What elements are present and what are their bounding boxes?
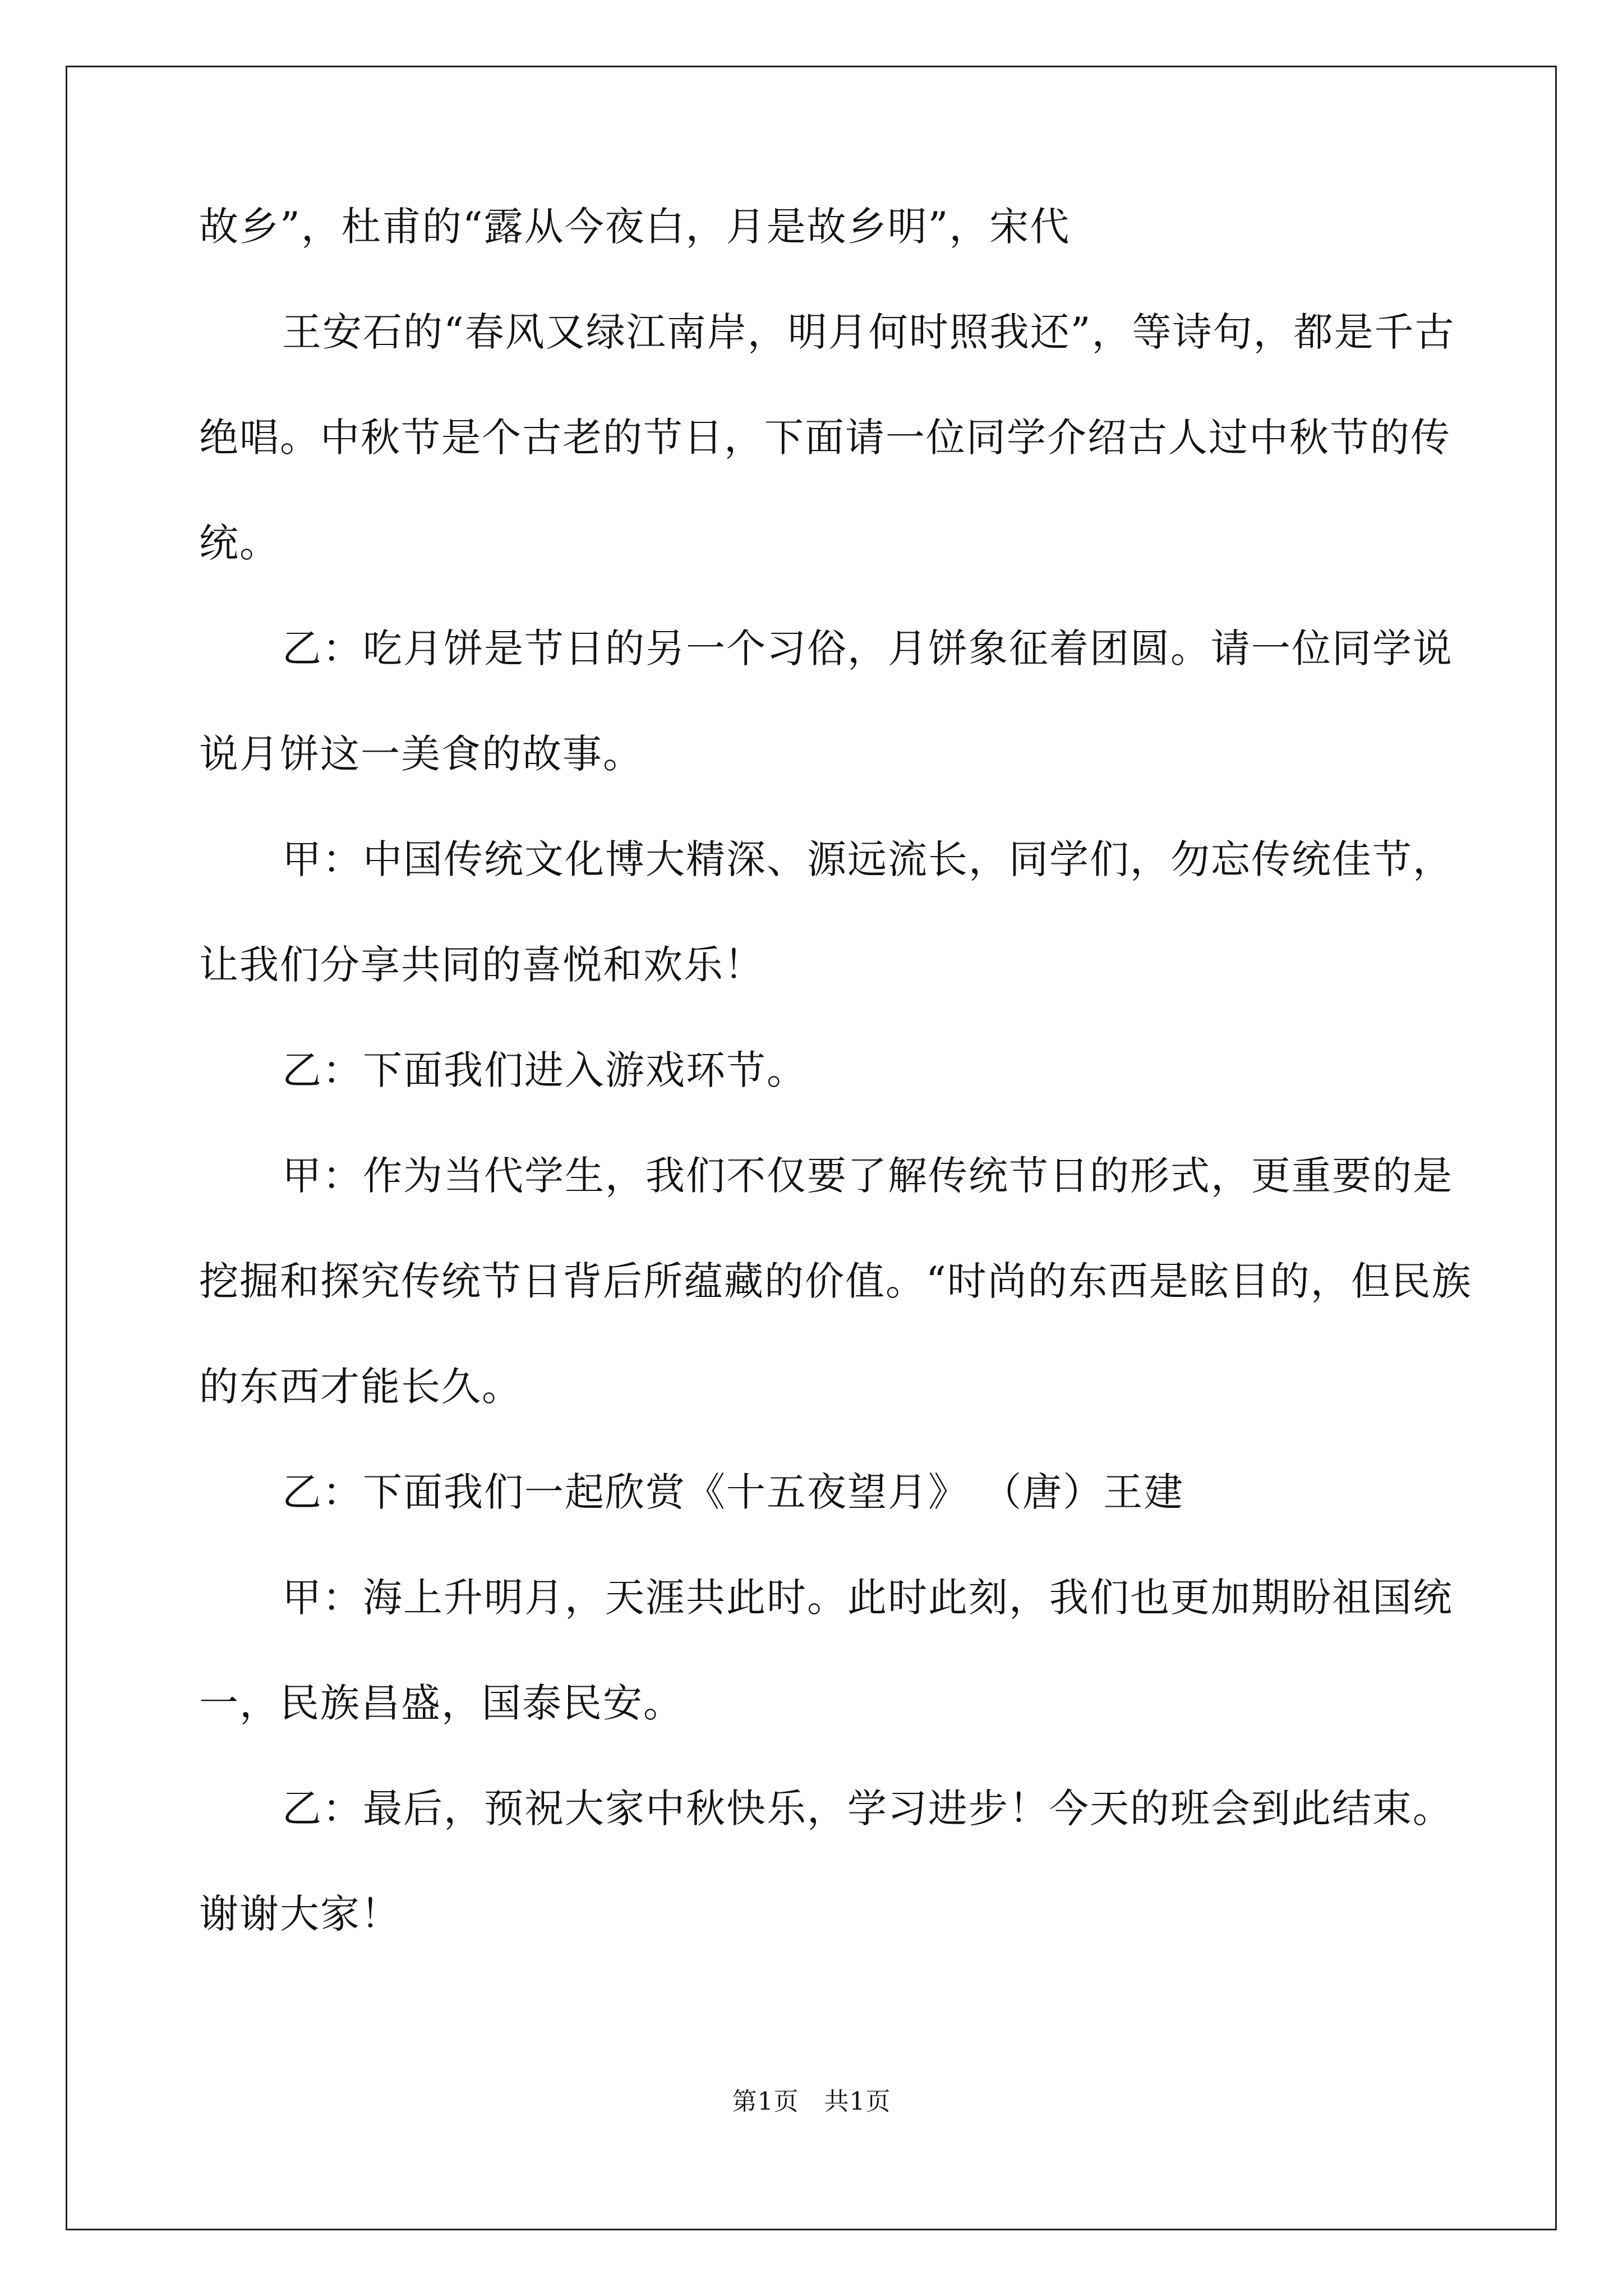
paragraph-9: 乙：最后，预祝大家中秋快乐，学习进步！今天的班会到此结束。谢谢大家！ [199,1786,1453,1937]
paragraph-1: 故乡”，杜甫的“露从今夜白，月是故乡明”，宋代 [199,204,1071,250]
page-footer: 第1页 共1页 [732,2087,891,2116]
document-body [199,204,1472,1967]
paragraph-3: 乙：吃月饼是节日的另一个习俗，月饼象征着团圆。请一位同学说说月饼这一美食的故事。 [199,625,1453,777]
paragraph-6: 甲：作为当代学生，我们不仅要了解传统节日的形式，更重要的是挖掘和探究传统节日背后所蕴藏的价值。“时尚的东西是眩目的，但民族的东西才能长久。 [199,1153,1472,1410]
paragraph-2: 王安石的“春风又绿江南岸，明月何时照我还”，等诗句，都是千古绝唱。中秋节是个古老的节日，下面请一位同学介绍古人过中秋节的传统。 [199,309,1455,566]
paragraph-8: 甲：海上升明月，天涯共此时。此时此刻，我们也更加期盼祖国统一，民族昌盛，国泰民安。 [199,1575,1453,1726]
paragraph-5: 乙：下面我们进入游戏环节。 [282,1047,807,1093]
paragraph-4: 甲：中国传统文化博大精深、源远流长，同学们，勿忘传统佳节，让我们分享共同的喜悦和欢乐！ [199,836,1453,988]
paragraph-7: 乙：下面我们一起欣赏《十五夜望月》 （唐）王建 [282,1469,1184,1515]
